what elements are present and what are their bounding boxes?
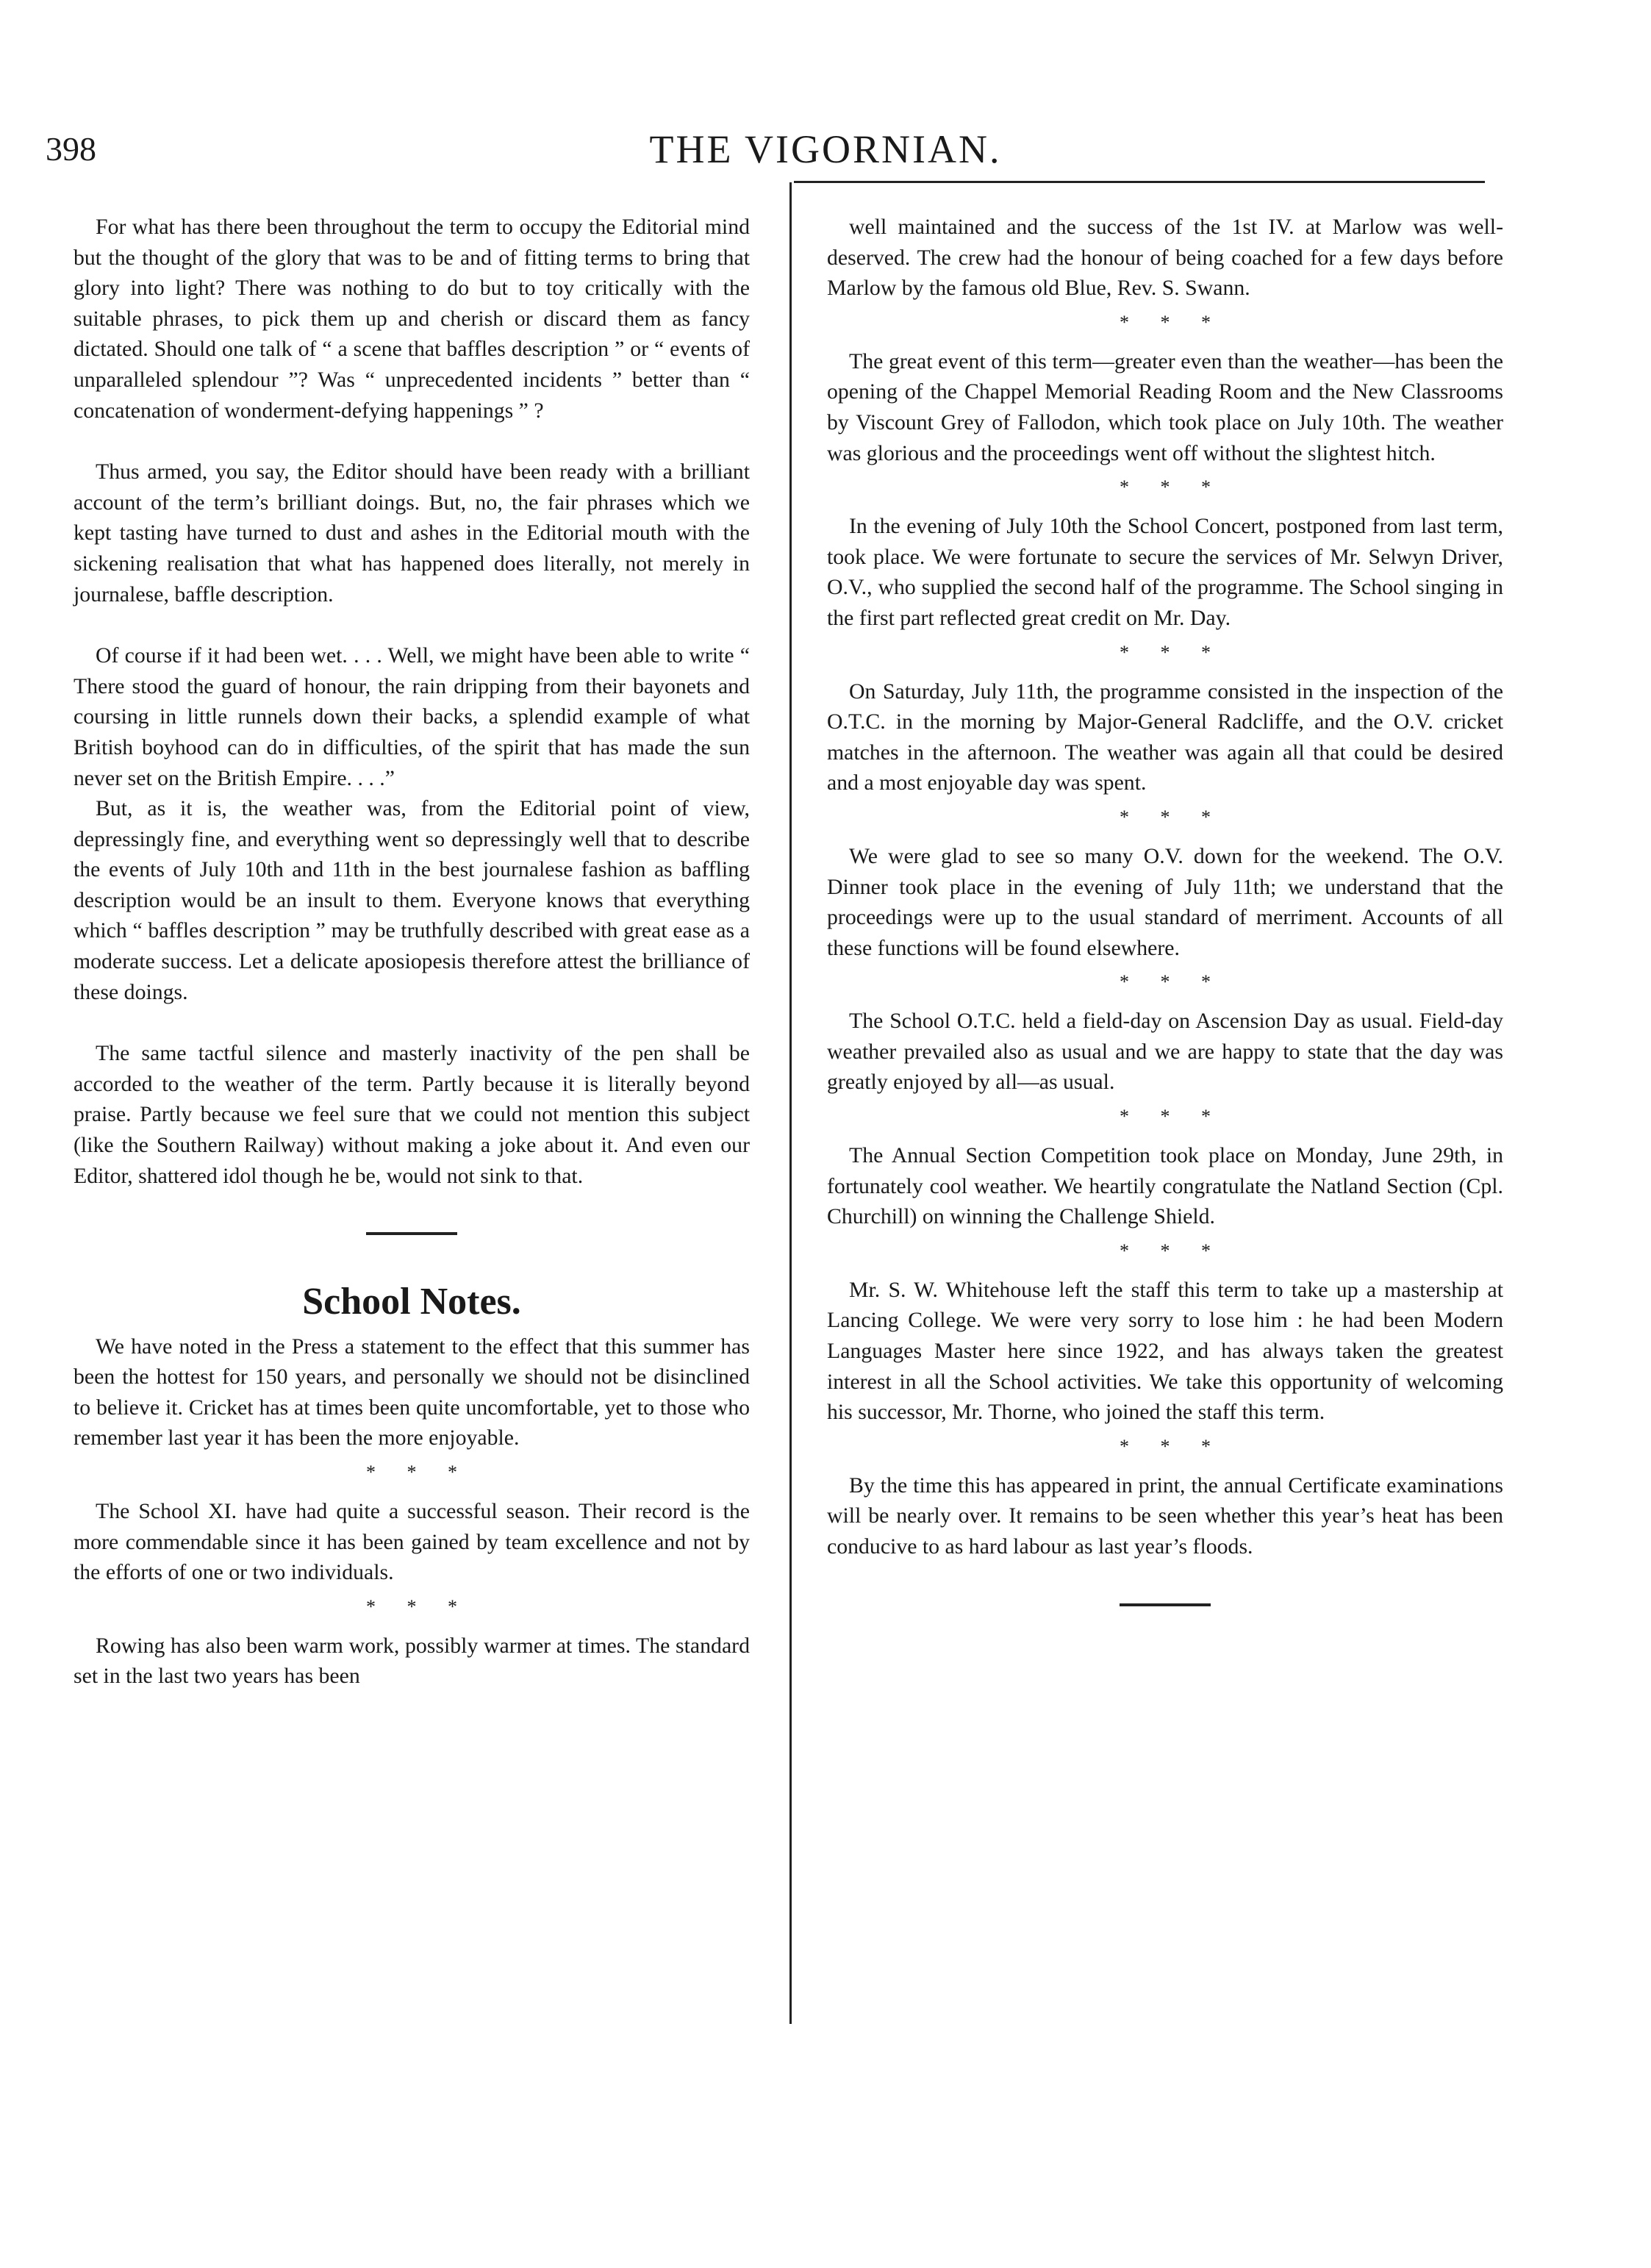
editorial-paragraph: Thus armed, you say, the Editor should have been ready with a brilliant account of the term’s brilliant doings. But, no, the fair phrases which we kept tasting have turned to dust and ashes in the Editorial mouth with the sickening realisation that what has happened does literally, not merely in journalese, baffle description.: [74, 459, 750, 607]
editorial-paragraph: But, as it is, the weather was, from the Editorial point of view, depressingly fine, and everything went so depressingly well that to describe the events of July 10th and 11th in the best journalese fashion as baffling description would be an insult to them. Everyone knows that everything which “ baffles description ” may be truthfully described with great ease as a moderate success. Let a delicate aposiopesis therefore attest the brilliance of these doings.: [74, 796, 750, 1004]
page-number: 398: [46, 130, 96, 168]
editorial-paragraph: For what has there been throughout the term to occupy the Editorial mind but the thought of the glory that was to be and of fitting terms to bring that glory into light? There was nothing to do but to toy critically with the suitable phrases, to pick them up and cherish or discard them as fancy dictated. Should one talk of “ a scene that baffles description ” or “ events of unparalleled splendour ”? Was “ unprecedented incidents ” better than “ concatenation of wonderment-defying happenings ” ?: [74, 215, 750, 423]
left-column: [74, 212, 750, 1692]
school-note: In the evening of July 10th the School Concert, postponed from last term, took place. We were fortunate to secure the services of Mr. Selwyn Driver, O.V., who supplied the second half of the programme. The School singing in the first part reflected great credit on Mr. Day.: [827, 514, 1503, 630]
asterism-separator: * * *: [1120, 806, 1224, 828]
school-note: The great event of this term—greater even than the weather—has been the opening of the Chappel Memorial Reading Room and the New Classrooms by Viscount Grey of Fallodon, which took place on July 10th. The weather was glorious and the proceedings went off without the slightest hitch.: [827, 348, 1503, 465]
header-rule: [794, 181, 1485, 183]
end-rule: [1120, 1603, 1211, 1606]
asterism-separator: * * *: [1120, 971, 1224, 993]
asterism-separator: * * *: [1120, 476, 1224, 498]
asterism-separator: * * *: [1120, 1239, 1224, 1262]
running-head-title: THE VIGORNIAN.: [649, 127, 1002, 171]
asterism-separator: * * *: [1120, 311, 1224, 333]
school-note: We have noted in the Press a statement to the effect that this summer has been the hottest for 150 years, and personally we should not be disinclined to believe it. Cricket has at times been quite uncomfortable, yet to those who remember last year it has been the more enjoyable.: [74, 1334, 750, 1450]
right-column: [827, 212, 1503, 1650]
editorial-paragraph: The same tactful silence and masterly inactivity of the pen shall be accorded to the weather of the term. Partly because it is literally beyond praise. Partly because we feel sure that we could not mention this subject (like the Southern Railway) without making a joke about it. And even our Editor, shattered idol though he be, would not sink to that.: [74, 1041, 750, 1188]
asterism-separator: * * *: [366, 1461, 470, 1483]
school-note: The School XI. have had quite a successful season. Their record is the more commendable since it has been gained by team excellence and not by the efforts of one or two individuals.: [74, 1498, 750, 1585]
section-heading: School Notes.: [302, 1281, 521, 1323]
section-divider-rule: [366, 1232, 457, 1235]
asterism-separator: * * *: [366, 1595, 470, 1617]
asterism-separator: * * *: [1120, 1106, 1224, 1128]
school-note: The School O.T.C. held a field-day on Ascension Day as usual. Field-day weather prevailed also as usual and we are happy to state that the day was greatly enjoyed by all—as usual.: [827, 1009, 1503, 1095]
editorial-paragraph: Of course if it had been wet. . . . Well, we might have been able to write “ There stood the guard of honour, the rain dripping from their bayonets and coursing in little runnels down their backs, a splendid example of what British boyhood can do in difficulties, of the spirit that has made the sun never set on the British Empire. . . .”: [74, 643, 750, 790]
asterism-separator: * * *: [1120, 1435, 1224, 1457]
school-note: On Saturday, July 11th, the programme consisted in the inspection of the O.T.C. in the morning by Major-General Radcliffe, and the O.V. cricket matches in the afternoon. The weather was again all that could be desired and a most enjoyable day was spent.: [827, 679, 1503, 795]
school-note: Rowing has also been warm work, possibly warmer at times. The standard set in the last two years has been: [74, 1633, 750, 1689]
school-note: Mr. S. W. Whitehouse left the staff this term to take up a mastership at Lancing College. We were very sorry to lose him : he had been Modern Languages Master here since 1922, and has always taken the greatest interest in all the School activities. We take this opportunity of welcoming his successor, Mr. Thorne, who joined the staff this term.: [827, 1277, 1503, 1425]
school-note: By the time this has appeared in print, the annual Certificate examinations will be nearly over. It remains to be seen whether this year’s heat has been conducive to as hard labour as last year’s floods.: [827, 1473, 1503, 1559]
asterism-separator: * * *: [1120, 641, 1224, 663]
column-divider: [789, 182, 792, 2024]
school-note: We were glad to see so many O.V. down for the weekend. The O.V. Dinner took place in the evening of July 11th; we understand that the proceedings were up to the usual standard of merriment. Accounts of all these functions will be found elsewhere.: [827, 843, 1503, 960]
school-note: The Annual Section Competition took place on Monday, June 29th, in fortunately cool weather. We heartily congratulate the Natland Section (Cpl. Churchill) on winning the Challenge Shield.: [827, 1143, 1503, 1229]
school-note: well maintained and the success of the 1st IV. at Marlow was well-deserved. The crew had the honour of being coached for a few days before Marlow by the famous old Blue, Rev. S. Swann.: [827, 215, 1503, 301]
